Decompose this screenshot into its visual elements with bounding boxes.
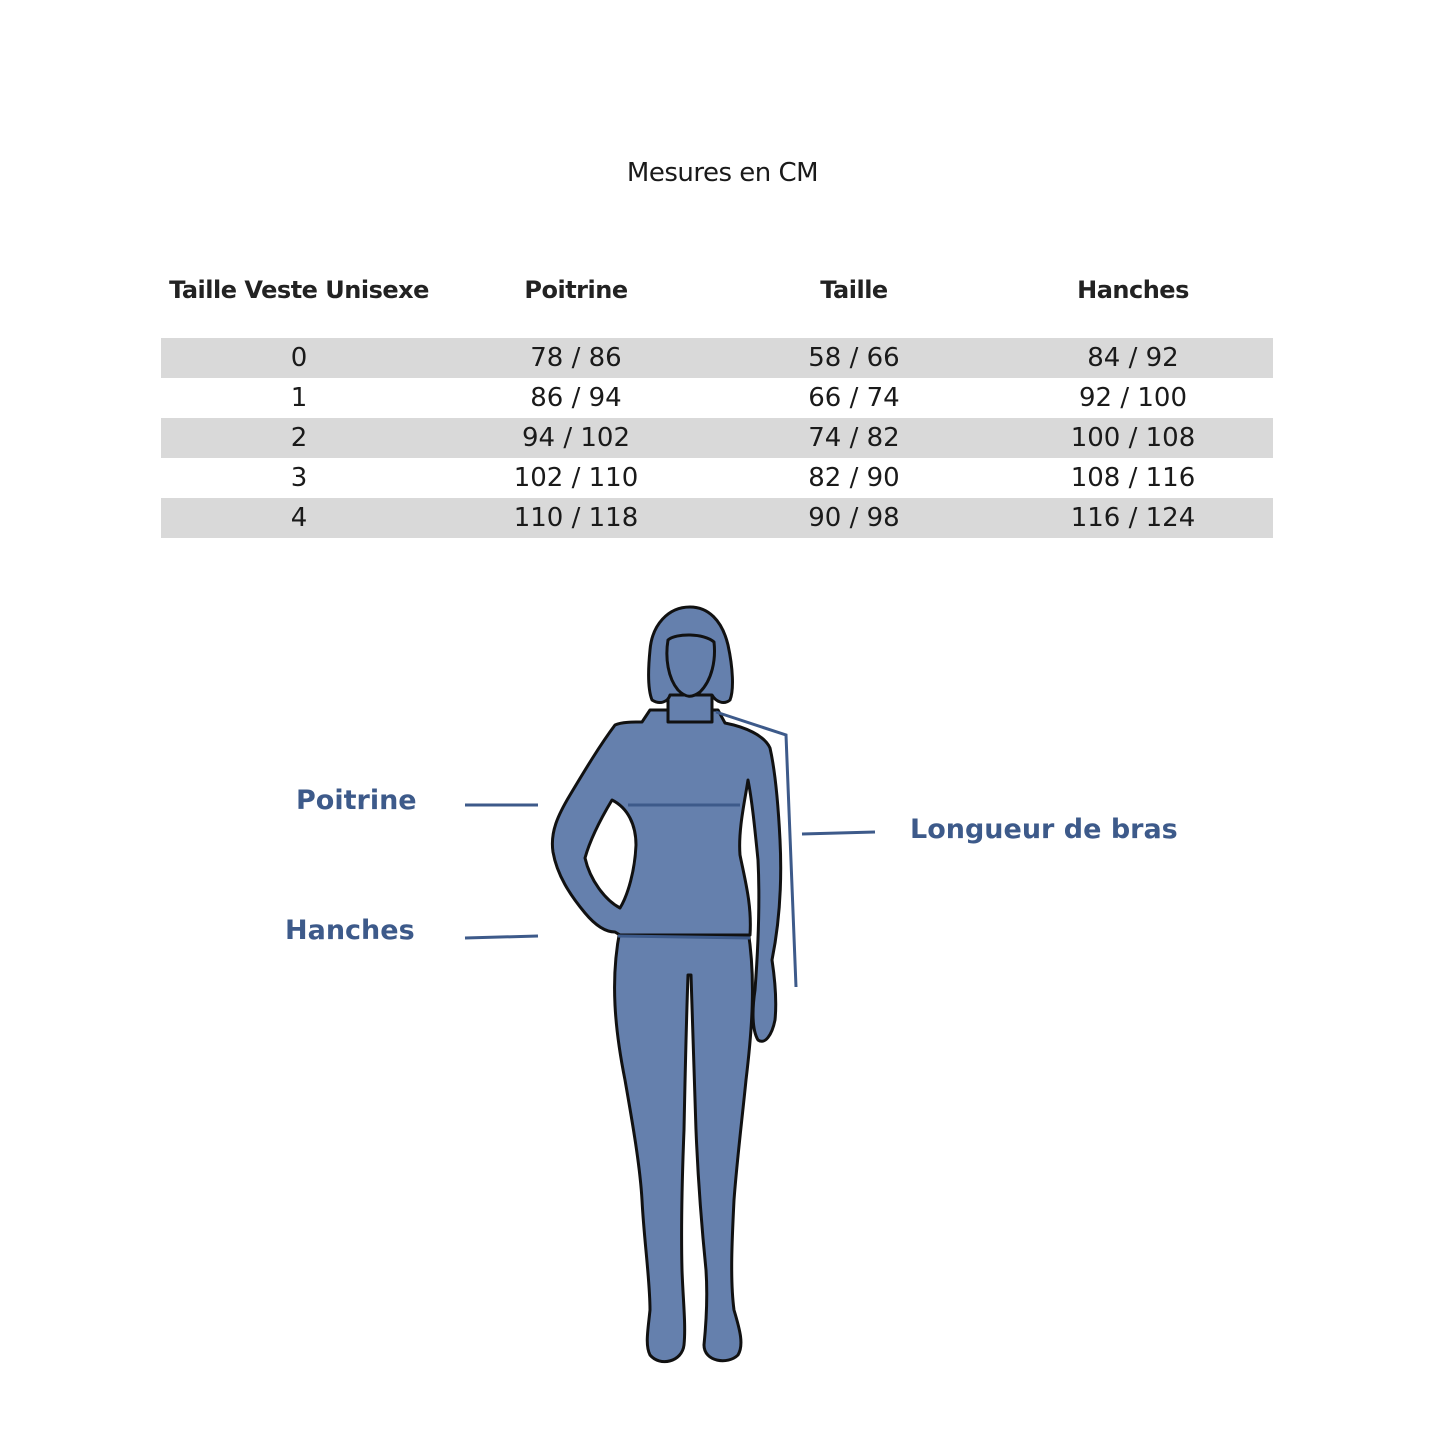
cell-size: 2 [161, 418, 437, 458]
cell-hips: 108 / 116 [1070, 463, 1196, 493]
cell-waist: 90 / 98 [715, 498, 993, 538]
cell-size: 3 [290, 463, 308, 493]
page-title: Mesures en CM [626, 158, 819, 188]
legs-shape [615, 930, 753, 1362]
cell-chest: 110 / 118 [437, 498, 715, 538]
header-chest: Poitrine [524, 276, 628, 304]
cell-chest: 94 / 102 [437, 418, 715, 458]
cell-waist: 82 / 90 [808, 463, 900, 493]
cell-waist: 74 / 82 [715, 418, 993, 458]
header-size: Taille Veste Unisexe [169, 276, 429, 304]
cell-size: 0 [161, 338, 437, 378]
hip-measure-line [618, 936, 750, 938]
header-hips: Hanches [1077, 276, 1189, 304]
label-hips: Hanches [285, 915, 415, 946]
cell-chest: 78 / 86 [437, 338, 715, 378]
cell-hips: 100 / 108 [993, 418, 1273, 458]
cell-size: 4 [161, 498, 437, 538]
cell-hips: 92 / 100 [1079, 383, 1187, 413]
cell-size: 1 [290, 383, 308, 413]
cell-chest: 102 / 110 [513, 463, 639, 493]
hip-leader-line [465, 936, 538, 938]
label-chest: Poitrine [296, 785, 417, 816]
cell-waist: 66 / 74 [808, 383, 900, 413]
cell-hips: 116 / 124 [993, 498, 1273, 538]
cell-waist: 58 / 66 [715, 338, 993, 378]
cell-hips: 84 / 92 [993, 338, 1273, 378]
body-figure-illustration [552, 607, 780, 1362]
cell-chest: 86 / 94 [530, 383, 622, 413]
arm-leader-line [802, 832, 875, 834]
label-arm-length: Longueur de bras [910, 814, 1178, 845]
header-waist: Taille [820, 276, 888, 304]
